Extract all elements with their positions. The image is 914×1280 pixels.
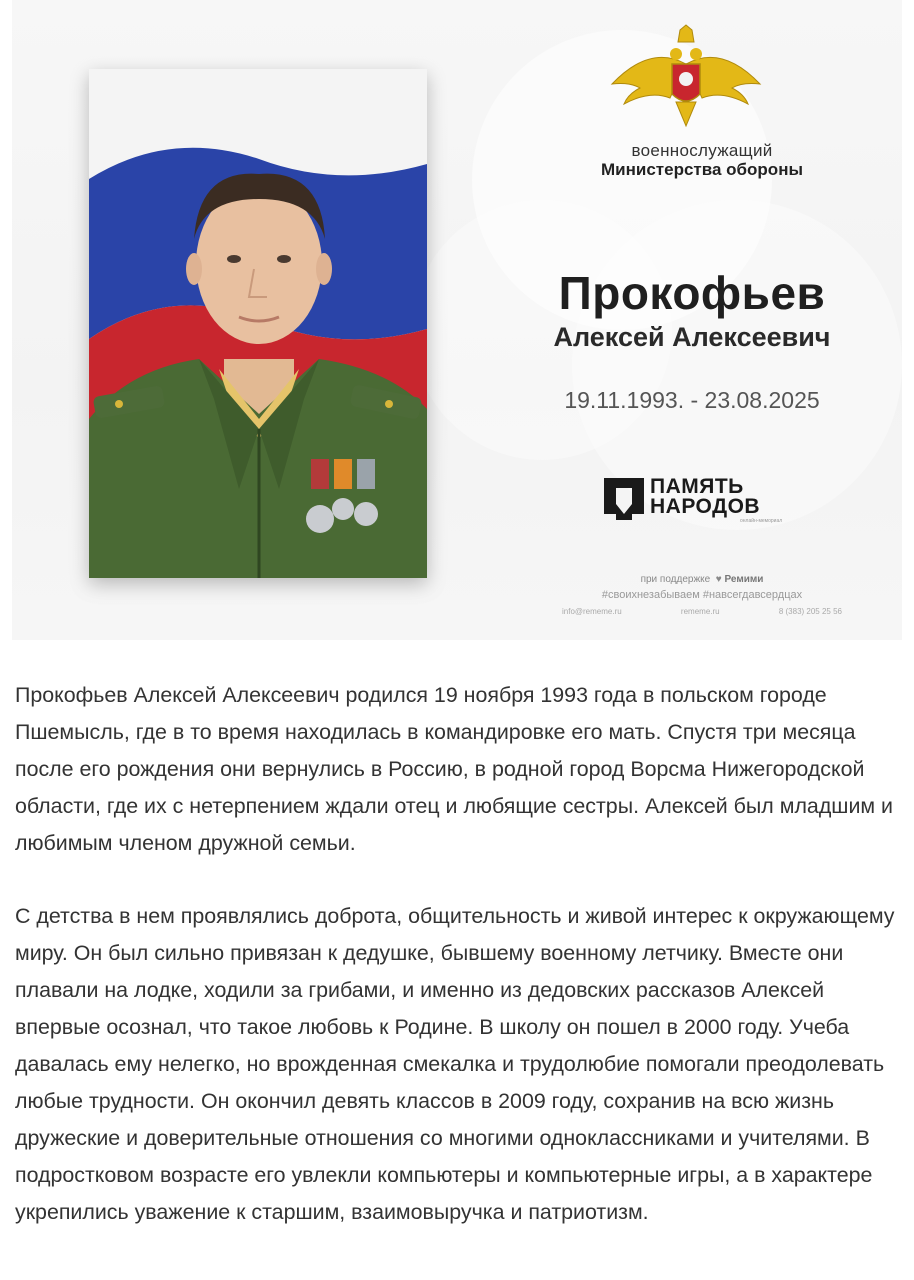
hashtags: #своихнезабываем #навсегдавсердцах xyxy=(601,589,803,601)
logo-text-line2: НАРОДОВ xyxy=(650,495,761,518)
soldier-portrait xyxy=(89,69,427,578)
contact-email: info@rememe.ru xyxy=(562,607,622,616)
memorial-card xyxy=(12,0,902,640)
ministry-emblem-icon xyxy=(610,24,762,128)
paragraph: С детства в нем проявлялись доброта, общительность и живой интерес к окружающему миру. Он был сильно привязан к дедушке, бывшему военному летчику. Вместе они плавали на лодке, ходили за грибами, и именно из дедовских рассказов Алексей впервые осознал, что такое любовь к Родине. В школу он пошел в 2000 году. Учеба давалась ему нелегко, но врожденная смекалка и трудолюбие помогали преодолевать любые трудности. Он окончил девять классов в 2009 году, сохранив на всю жизнь дружеские и доверительные отношения со многими одноклассниками и учителями. В подростковом возрасте его увлекли компьютеры и компьютерные игры, а в характере укрепились уважение к старшим, взаимовыручка и патриотизм. xyxy=(15,904,895,1224)
support-prefix: при поддержке xyxy=(640,574,711,585)
contact-phone: 8 (383) 205 25 56 xyxy=(778,607,842,616)
logo-tagline: онлайн-мемориал xyxy=(740,518,783,524)
logo-text-line1: ПАМЯТЬ xyxy=(650,475,744,498)
biography-text xyxy=(15,677,905,1267)
subtitle-ministry: Министерства обороны xyxy=(601,160,803,179)
support-brand: Ремими xyxy=(724,574,764,585)
contacts-row xyxy=(562,607,842,616)
surname: Прокофьев xyxy=(558,267,826,319)
given-names: Алексей Алексеевич xyxy=(553,322,831,352)
contact-site: rememe.ru xyxy=(680,607,720,616)
pamyat-narodov-logo xyxy=(602,474,792,526)
logo-mark-icon xyxy=(602,474,646,522)
life-dates: 19.11.1993. - 23.08.2025 xyxy=(564,387,820,413)
heart-icon: ♥ xyxy=(712,574,722,585)
paragraph: Прокофьев Алексей Алексеевич родился 19 ноября 1993 года в польском городе Пшемысль, где в то время находилась в командировке его мать. Спустя три месяца после его рождения они вернулись в Россию, в родной город Ворсма Нижегородской области, где их с нетерпением ждали отец и любящие сестры. Алексей был младшим и любимым членом дружной семьи. xyxy=(15,683,894,855)
subtitle-serviceman: военнослужащий xyxy=(631,141,773,160)
portrait-image xyxy=(89,69,427,578)
support-line xyxy=(552,574,852,585)
